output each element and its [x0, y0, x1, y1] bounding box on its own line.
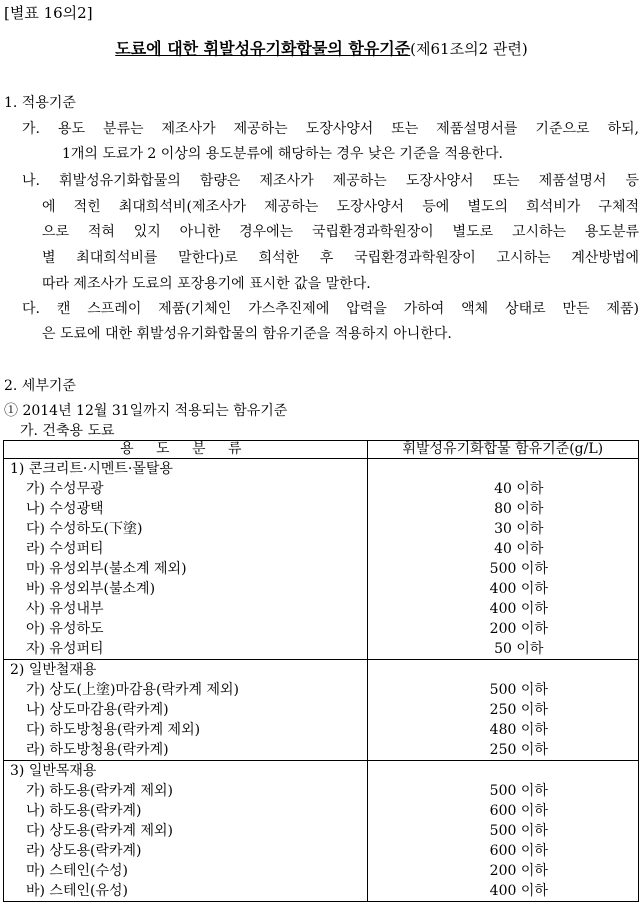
row-label: 나) 상도마감용(락카계) [26, 702, 169, 718]
row-value: 500 이하 [489, 682, 548, 698]
row-label: 다) 상도용(락카계 제외) [26, 823, 174, 839]
clause-da-line-2: 은 도료에 대한 휘발성유기화합물의 함유기준을 적용하지 아니한다. [42, 326, 452, 342]
usage-cell [4, 761, 368, 902]
row-label: 가) 하도용(락카계 제외) [26, 783, 174, 799]
group-title: 1) 콘크리트·시멘트·몰탈용 [10, 461, 173, 477]
title-sub: (제61조의2 관련) [410, 40, 528, 58]
row-value: 200 이하 [489, 621, 548, 637]
row-value: 40 이하 [494, 541, 544, 557]
value-cell [367, 761, 638, 902]
clause-na-line-1: 나. 휘발성유기화합물의 함량은 제조사가 제공하는 도장사양서 또는 제품설명서 등 [22, 173, 639, 189]
col-header-voc-limit: 휘발성유기화합물 함유기준(g/L) [367, 441, 638, 459]
row-label: 나) 하도용(락카계) [26, 803, 142, 819]
voc-standards-table [3, 440, 639, 902]
table-header-row [4, 441, 639, 459]
row-value: 80 이하 [494, 501, 544, 517]
row-label: 라) 상도용(락카계) [26, 843, 142, 859]
row-value: 600 이하 [489, 843, 548, 859]
group-title: 3) 일반목재용 [10, 763, 97, 779]
row-value: 500 이하 [489, 783, 548, 799]
row-label: 사) 유성내부 [26, 601, 104, 617]
category-heading: 가. 건축용 도료 [20, 423, 115, 439]
clause-ga-line-1: 가. 용도 분류는 제조사가 제공하는 도장사양서 또는 제품설명서를 기준으로 하되, [22, 121, 639, 137]
group-title: 2) 일반철재용 [10, 662, 97, 678]
clause-na-line-2: 에 적힌 최대희석비(제조사가 제공하는 도장사양서 등에 별도의 희석비가 구체적 [42, 199, 639, 215]
row-value: 400 이하 [489, 601, 548, 617]
clause-ga-line-2: 1개의 도료가 2 이상의 용도분류에 해당하는 경우 낮은 기준을 적용한다. [62, 146, 503, 162]
row-label: 바) 유성외부(불소계) [26, 581, 156, 597]
row-label: 라) 하도방청용(락카계) [26, 742, 169, 758]
row-value: 400 이하 [489, 581, 548, 597]
usage-cell [4, 459, 368, 660]
row-label: 라) 수성퍼티 [26, 541, 104, 557]
clause-na-line-3: 으로 적혀 있지 아니한 경우에는 국립환경과학원장이 별도로 고시하는 용도분류 [42, 224, 639, 240]
row-label: 아) 유성하도 [26, 621, 104, 637]
title-main: 도료에 대한 휘발성유기화합물의 함유기준 [115, 39, 411, 58]
col-header-usage: 용 도 분 류 [4, 441, 368, 459]
value-cell [367, 459, 638, 660]
row-value: 400 이하 [489, 883, 548, 899]
row-value: 40 이하 [494, 481, 544, 497]
row-value: 50 이하 [494, 641, 544, 657]
document-title [0, 36, 643, 59]
section-1-heading: 1. 적용기준 [4, 95, 76, 111]
row-value: 250 이하 [489, 702, 548, 718]
clause-na-line-4: 별 최대희석비를 말한다)로 희석한 후 국립환경과학원장이 고시하는 계산방법에 [42, 250, 639, 266]
row-value: 200 이하 [489, 863, 548, 879]
row-label: 자) 유성퍼티 [26, 641, 104, 657]
row-value: 500 이하 [489, 823, 548, 839]
row-label: 마) 유성외부(불소계 제외) [26, 561, 187, 577]
value-cell [367, 660, 638, 761]
row-label: 마) 스테인(수성) [26, 863, 128, 879]
row-value: 480 이하 [489, 722, 548, 738]
row-value: 30 이하 [494, 521, 544, 537]
table-group-concrete [4, 459, 639, 660]
row-value: 250 이하 [489, 742, 548, 758]
row-label: 다) 하도방청용(락카계 제외) [26, 722, 201, 738]
row-label: 다) 수성하도(下塗) [26, 521, 143, 537]
section-2-subheading: ① 2014년 12월 31일까지 적용되는 함유기준 [4, 403, 288, 419]
row-label: 나) 수성광택 [26, 501, 104, 517]
section-2-heading: 2. 세부기준 [4, 378, 76, 394]
usage-cell [4, 660, 368, 761]
table-group-wood [4, 761, 639, 902]
clause-da-line-1: 다. 캔 스프레이 제품(기체인 가스추진제에 압력을 가하여 액체 상태로 만든 제품) [22, 301, 639, 317]
row-label: 바) 스테인(유성) [26, 883, 128, 899]
row-label: 가) 수성무광 [26, 481, 104, 497]
row-label: 가) 상도(上塗)마감용(락카계 제외) [26, 682, 239, 698]
row-value: 600 이하 [489, 803, 548, 819]
annex-tag: [별표 16의2] [4, 4, 93, 22]
clause-na-line-5: 따라 제조사가 도료의 포장용기에 표시한 값을 말한다. [42, 276, 371, 292]
row-value: 500 이하 [489, 561, 548, 577]
table-group-steel [4, 660, 639, 761]
